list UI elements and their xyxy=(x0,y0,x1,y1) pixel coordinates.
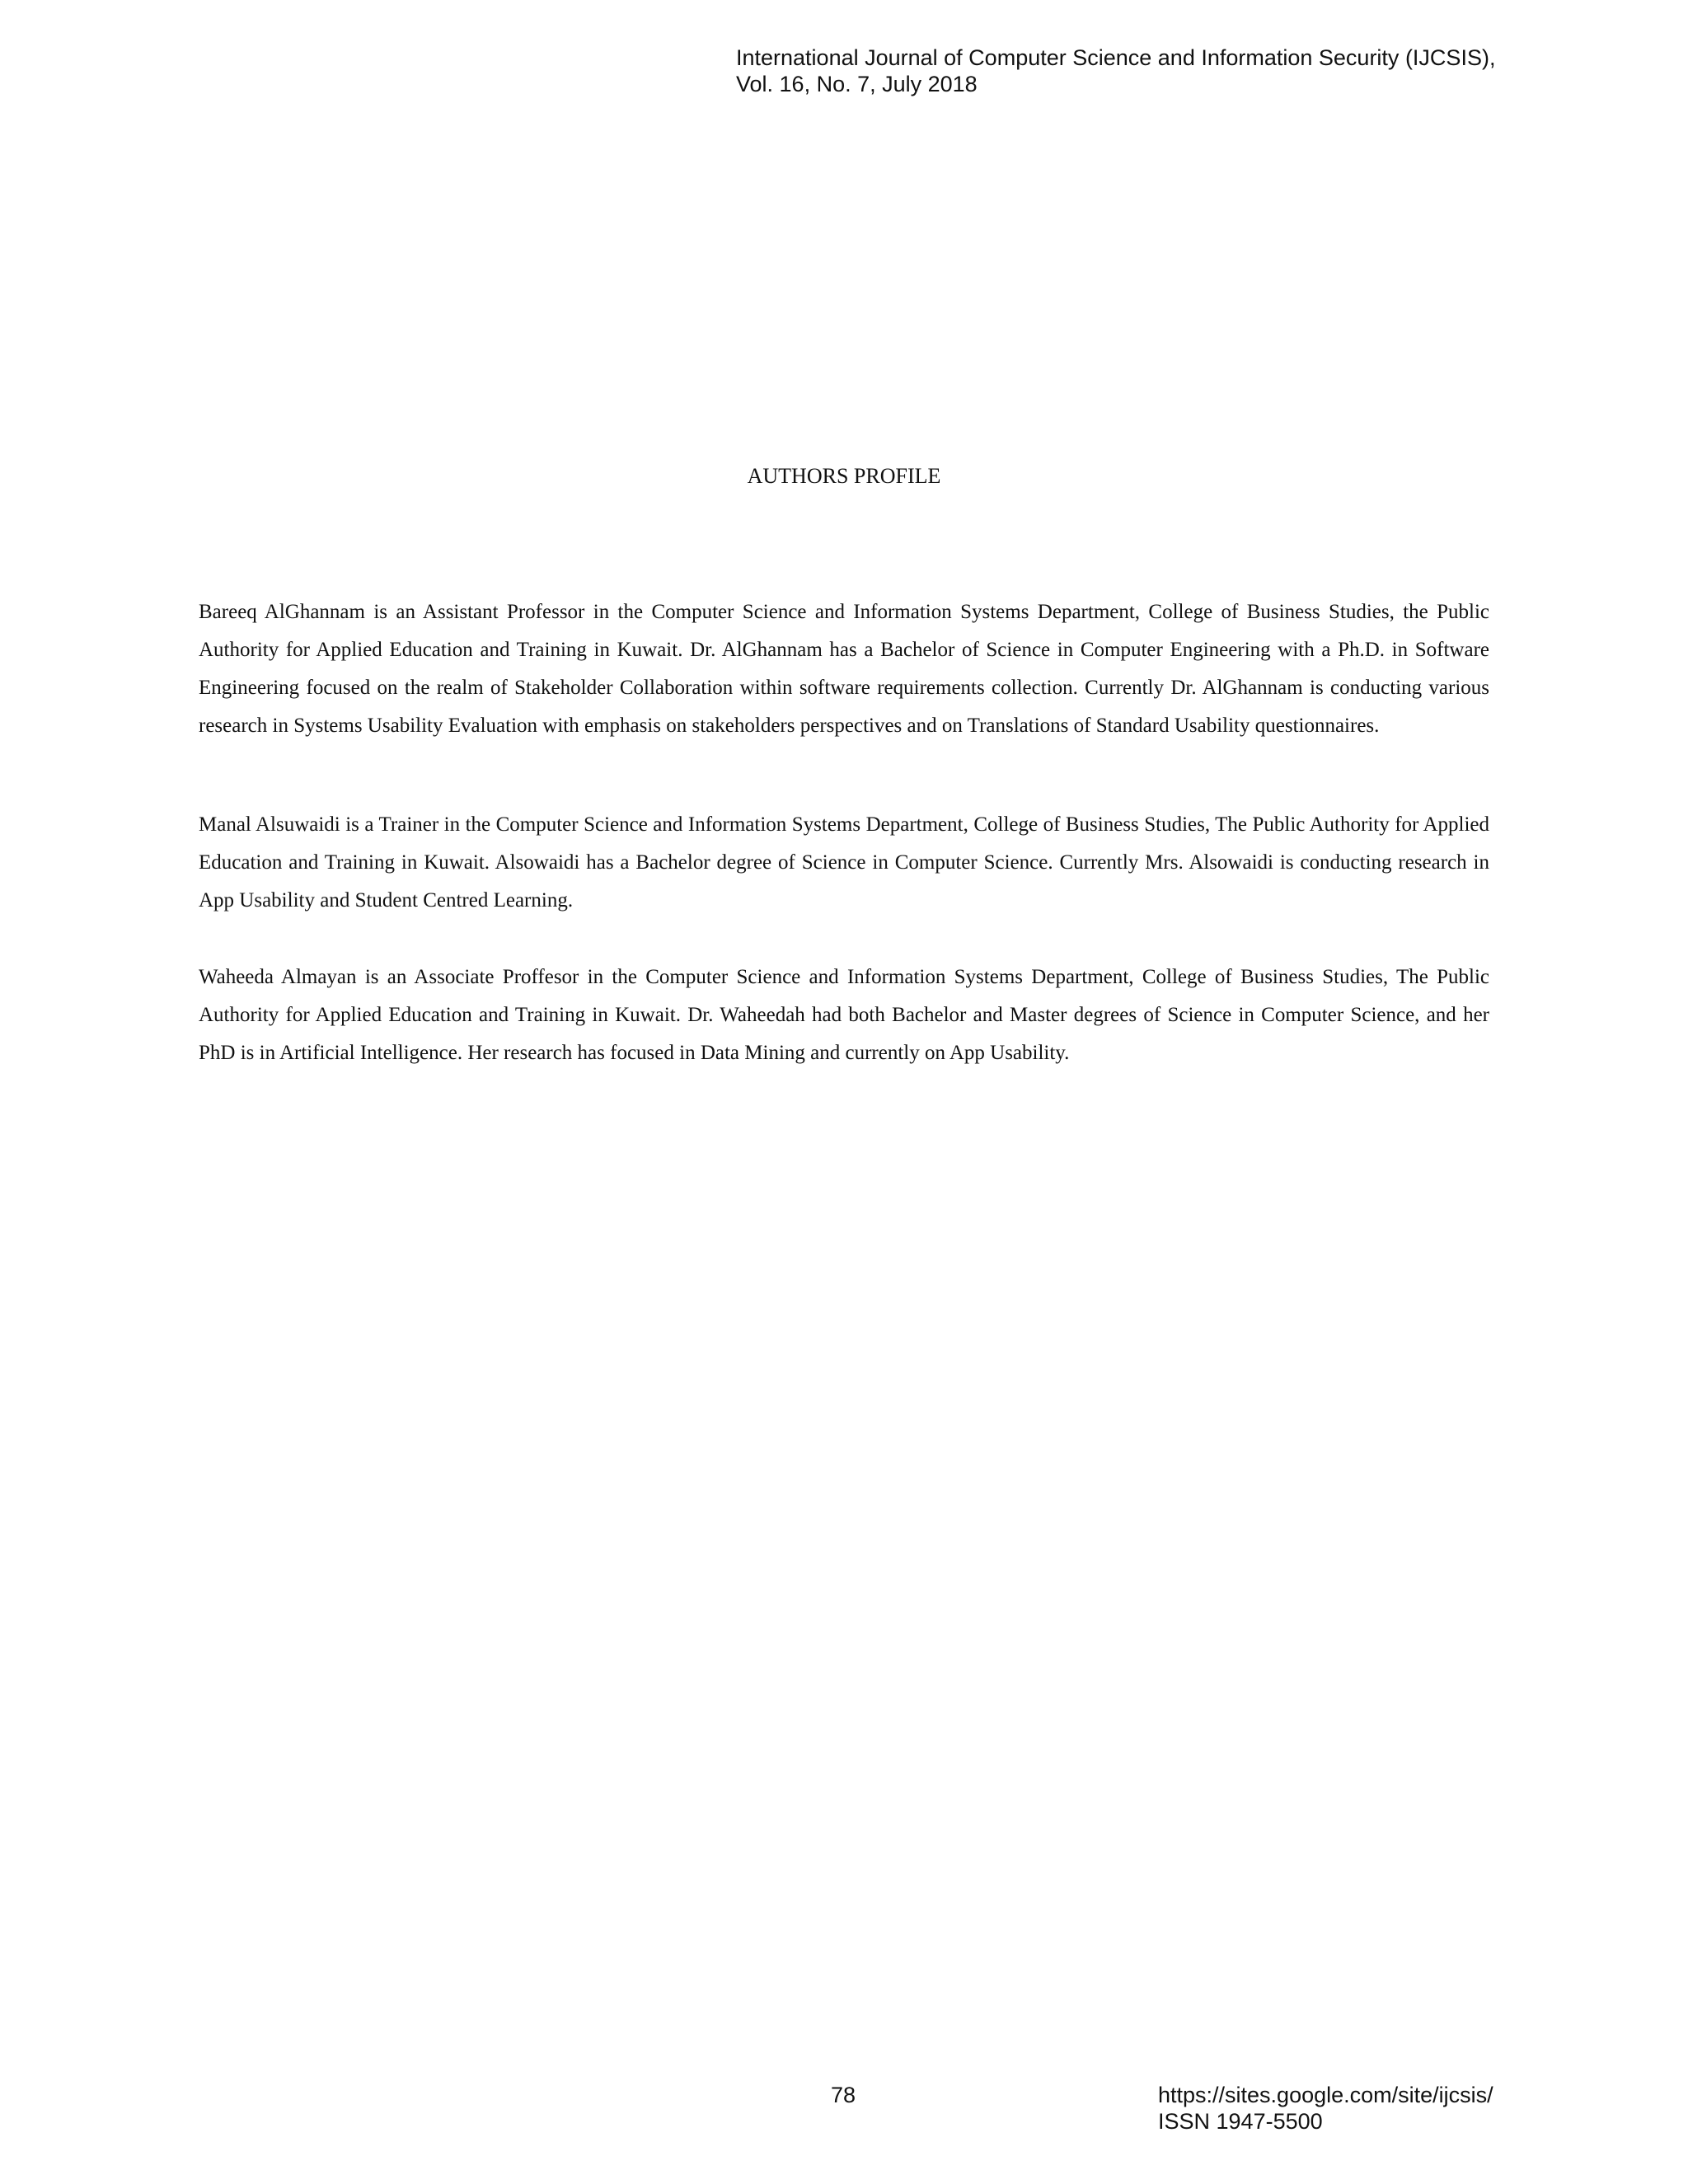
journal-issn: ISSN 1947-5500 xyxy=(1158,2109,1323,2134)
journal-title-line: International Journal of Computer Science and Information Security (IJCSIS), xyxy=(736,45,1496,70)
section-title-text: AUTHORS PROFILE xyxy=(747,464,941,488)
section-title xyxy=(0,463,1688,490)
page-number: 78 xyxy=(831,2083,856,2107)
author-profile-almayan: Waheeda Almayan is an Associate Proffesor in the Computer Science and Information Systems Department, College of Business Studies, The Public Authority for Applied Education and Training in Kuwait. Dr. Waheedah had both Bachelor and Master degrees of Science in Computer Science, and her PhD is in Artificial Intelligence. Her research has focused in Data Mining and currently on App Usability. xyxy=(199,966,1489,1064)
footer-info xyxy=(1158,2082,1493,2135)
journal-volume-line: Vol. 16, No. 7, July 2018 xyxy=(736,72,978,96)
journal-url: https://sites.google.com/site/ijcsis/ xyxy=(1158,2083,1493,2107)
author-profile-alghannam: Bareeq AlGhannam is an Assistant Professor in the Computer Science and Information Systems Department, College of Business Studies, the Public Authority for Applied Education and Training in Kuwait. Dr. AlGhannam has a Bachelor of Science in Computer Engineering with a Ph.D. in Software Engineering focused on the realm of Stakeholder Collaboration within software requirements collection. Currently Dr. AlGhannam is conducting various research in Systems Usability Evaluation with emphasis on stakeholders perspectives and on Translations of Standard Usability questionnaires. xyxy=(199,601,1489,737)
author-profile-alsuwaidi: Manal Alsuwaidi is a Trainer in the Computer Science and Information Systems Department, College of Business Studies, The Public Authority for Applied Education and Training in Kuwait. Alsowaidi has a Bachelor degree of Science in Computer Science. Currently Mrs. Alsowaidi is conducting research in App Usability and Student Centred Learning. xyxy=(199,813,1489,912)
running-header xyxy=(736,45,1495,97)
